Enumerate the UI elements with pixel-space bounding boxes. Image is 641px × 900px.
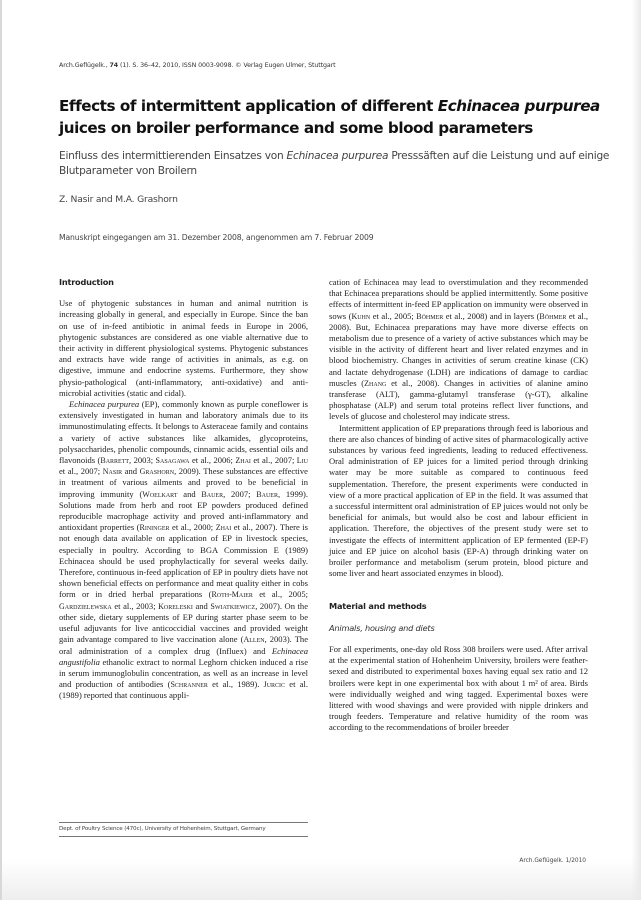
intro-paragraph-1: Use of phytogenic substances in human and animal nutrition is increasing globally in general, and especially in Europe. Since the ban on use of in-feed antibiotic in animal feeds in Europe in 2006, phytogenic substances are considered as one viable alternative due to their activity in different physiological systems. Phytogenic substances and extracts have wide range of activities in animals, as e.g. on digestive, immune and endocrine systems. Furthermore, they show physio-pathological (anti-inflammatory, anti-oxidative) and anti-microbial activities (static and cidal). [59, 298, 308, 398]
article-authors: Z. Nasir and M.A. Grashorn [59, 194, 178, 205]
section-heading-introduction: Introduction [59, 277, 114, 287]
journal-reference: Arch.Geflügelk., 74 (1). S. 36–42, 2010, ISSN 0003-9098. © Verlag Eugen Ulmer, Stuttgart [59, 62, 336, 69]
article-subtitle: Einfluss des intermittierenden Einsatzes von Echinacea purpurea Presssäften auf die Leistung und auf einige Blutparameter von Broilern [59, 150, 610, 177]
section-heading-methods: Material and methods [329, 601, 427, 612]
subsection-heading-animals: Animals, housing and diets [329, 622, 435, 633]
methods-paragraph-1: For all experiments, one-day old Ross 308 broilers were used. After arrival at the experimental station of Hohenheim University, broilers were feather-sexed and distributed to experimental boxes having equal sex ratio and 12 broilers were kept in one experimental box with about 1 m² of area. Birds were individually weighed and wing tagged. Experimental boxes were littered with wood shavings and were provided with nipple drinkers and trough feeders. Temperature and relative humidity of the room was according to the recommendations of broiler breeder [329, 643, 588, 733]
affiliation-footnote: Dept. of Poultry Science (470c), University of Hohenheim, Stuttgart, Germany [59, 822, 308, 837]
right-column [329, 277, 588, 734]
intro-paragraph-2-continued: cation of Echinacea may lead to overstimulation and they recommended that Echinacea preparations should be applied intermittently. Some positive effects of intermittent in-feed EP application on immunity were observed in sows (Kuhn et al., 2005; Böhmer et al., 2008) and in layers (Böhmer et al., 2008). But, Echinacea preparations may have more diverse effects on metabolism due to presence of a variety of active substances which may be visible in the activity of different heart and liver related enzymes and in blood biochemistry. Changes in activities of serum creatine kinase (CK) and lactate dehydrogenase (LDH) are indications of damage to cardiac muscles (Zhang et al., 2008). Changes in activities of alanine amino transferase (ALT), gamma-glutamyl transferase (γ-GT), alkaline phosphatase (ALP) and serum total proteins reflect liver functions, and levels of glucose and cholesterol may indicate stress. [329, 277, 589, 422]
article-title: Effects of intermittent application of different Echinacea purpurea juices on broiler performance and some blood parameters [59, 97, 600, 137]
left-column [59, 277, 308, 702]
received-date: Manuskript eingegangen am 31. Dezember 2008, angenommen am 7. Februar 2009 [59, 233, 374, 242]
page-footer: Arch.Geflügelk. 1/2010 [519, 858, 586, 864]
intro-paragraph-3: Intermittent application of EP preparations through feed is laborious and there are also chances of binding of active sites of pharmacologically active substances by various feed ingredients, leading to reduced effectiveness. Oral administration of EP juices for a limited period through drinking water may be more suitable as compared to continuous feed supplementation. Therefore, the present experiments were conducted in view of a more practical application of EP in the field. It was assumed that a successful intermittent oral administration of EP juices would not only be beneficial for animals, but would also be cost and labour efficient in application. Therefore, the objectives of the present study were set to investigate the effects of intermittent application of EP fermented (EP-F) juice and EP juice on alcohol basis (EP-A) through drinking water on broiler performance and metabolism (serum protein, blood picture and some liver and heart associated enzymes in blood). [329, 422, 588, 579]
intro-paragraph-2: Echinacea purpurea (EP), commonly known as purple coneflower is extensively investigated in human and laboratory animals due to its immunostimulating effects. It belongs to Asteraceae family and contains a variety of active substances like alkamides, glycoproteins, polysaccharides, phenolic compounds, cinnamic acids, essential oils and flavonoids (Barrett, 2003; Sasagawa et al., 2006; Zhai et al., 2007; Liu et al., 2007; Nasir and Grashorn, 2009). These substances are effective in treatment of various ailments and proved to be beneficial in improving immunity (Woelkart and Bauer, 2007; Bauer, 1999). Solutions made from herb and root EP powders produced defined reproducible macrophage activity and proved anti-inflammatory and antioxidant properties (Rininger et al., 2000; Zhai et al., 2007). There is not enough data available on application of EP in livestock species, especially in poultry. According to BGA Commission E (1989) Echinacea should be used prophylactically for several weeks daily. Therefore, continuous in-feed application of EP in poultry diets have not shown beneficial effects on performance and meat quality either in cobs form or in dried herbal preparations (Roth-Maier et al., 2005; Gardzielewska et al., 2003; Koreleski and Swiatkiewicz, 2007). On the other side, dietary supplements of EP during starter phase seem to be useful adjuvants for live anticoccidial vaccines and provided weight gain advantage compared to live vaccination alone (Allen, 2003). The oral administration of a complex drug (Influex) and Echinacea angustifolia ethanolic extract to normal Leghorn chicken induced a rise in serum immunoglobulin concentration, as well as an increase in level and production of antibodies (Schranner et al., 1989). Jurcic et al. (1989) reported that continuous appli- [59, 399, 309, 701]
volume-number: 74 [109, 62, 119, 69]
